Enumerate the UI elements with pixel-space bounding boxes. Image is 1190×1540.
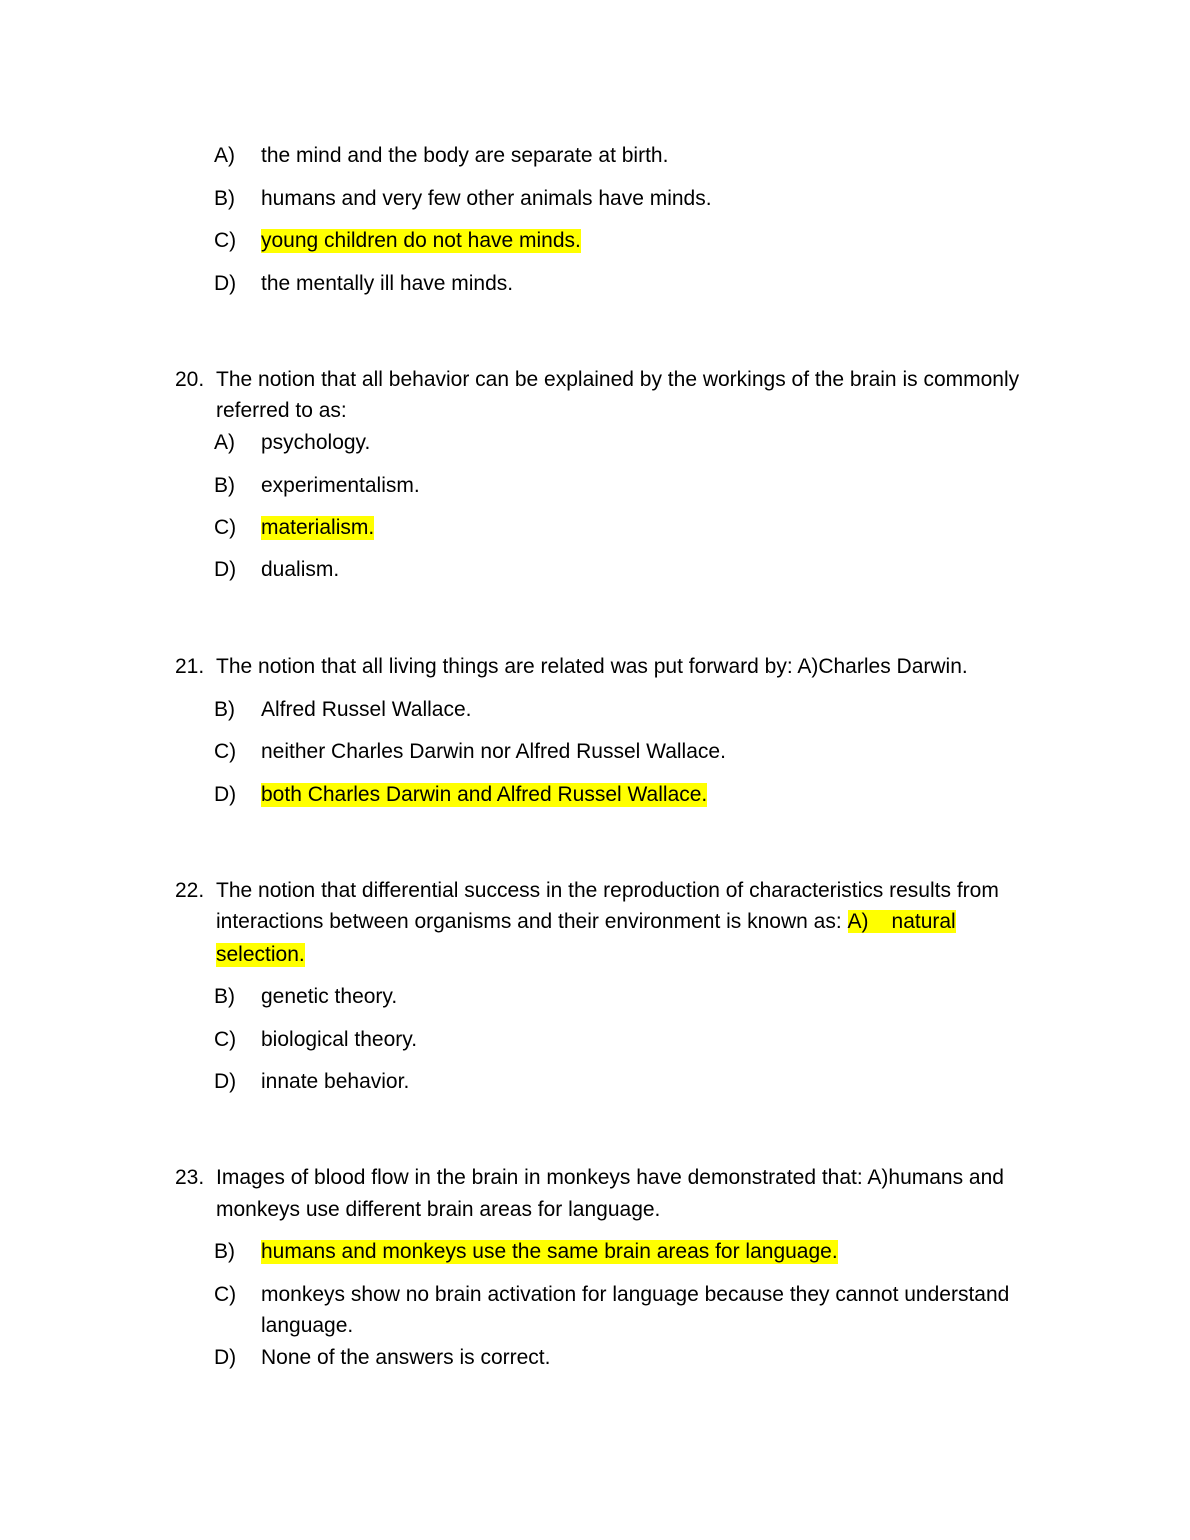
option-text: language. <box>261 1314 354 1337</box>
question-number: 20. <box>175 368 205 391</box>
inline-option-text: natural <box>891 910 956 933</box>
option-label: A) <box>214 144 235 167</box>
option-label: D) <box>214 1346 237 1369</box>
option-label: D) <box>214 1070 237 1093</box>
option-text: experimentalism. <box>261 474 420 497</box>
option-text: biological theory. <box>261 1028 418 1051</box>
option-label: B) <box>214 698 235 721</box>
option-text: innate behavior. <box>261 1070 410 1093</box>
stem-text: The notion that all living things are related was put forward by: A) <box>216 655 819 678</box>
option-label: B) <box>214 1240 235 1263</box>
option-label: C) <box>214 229 237 252</box>
option-text: humans and very few other animals have minds. <box>261 187 712 210</box>
question-number: 21. <box>175 655 205 678</box>
option-text: neither Charles Darwin nor Alfred Russel Wallace. <box>261 740 726 763</box>
option-label: C) <box>214 1283 237 1306</box>
option-label: B) <box>214 985 235 1008</box>
question-text <box>216 655 968 679</box>
inline-option-text: humans and <box>888 1166 1004 1189</box>
question-text: The notion that all behavior can be explained by the workings of the brain is commonly <box>216 368 1020 391</box>
option-text: the mind and the body are separate at birth. <box>261 144 669 167</box>
option-text: None of the answers is correct. <box>261 1346 551 1369</box>
highlighted-answer: humans and monkeys use the same brain areas for language. <box>261 1240 838 1263</box>
question-text <box>216 1166 1004 1190</box>
question-text: monkeys use different brain areas for language. <box>216 1198 661 1221</box>
question-text <box>216 910 956 934</box>
option-label: D) <box>214 558 237 581</box>
stem-text: Images of blood flow in the brain in monkeys have demonstrated that: A) <box>216 1166 889 1189</box>
inline-option-text: Charles Darwin. <box>818 655 968 678</box>
option-text: genetic theory. <box>261 985 398 1008</box>
option-text: psychology. <box>261 431 371 454</box>
option-label: C) <box>214 1028 237 1051</box>
question-text: The notion that differential success in the reproduction of characteristics results from <box>216 879 999 902</box>
option-text: dualism. <box>261 558 340 581</box>
highlighted-answer: selection. <box>216 943 305 966</box>
option-label: D) <box>214 272 237 295</box>
option-label: A) <box>214 431 235 454</box>
highlighted-answer: materialism. <box>261 516 375 539</box>
option-label: C) <box>214 740 237 763</box>
option-text: Alfred Russel Wallace. <box>261 698 472 721</box>
option-text: the mentally ill have minds. <box>261 272 514 295</box>
question-number: 22. <box>175 879 205 902</box>
option-text: monkeys show no brain activation for language because they cannot understand <box>261 1283 1010 1306</box>
inline-option-label: A) <box>847 910 869 933</box>
highlighted-answer: young children do not have minds. <box>261 229 581 252</box>
highlighted-answer <box>848 910 956 933</box>
option-label: C) <box>214 516 237 539</box>
option-label: D) <box>214 783 237 806</box>
stem-text: interactions between organisms and their environment is known as: <box>216 910 842 933</box>
option-label: B) <box>214 187 235 210</box>
option-label: B) <box>214 474 235 497</box>
question-text: referred to as: <box>216 399 347 422</box>
question-number: 23. <box>175 1166 205 1189</box>
highlighted-answer: both Charles Darwin and Alfred Russel Wallace. <box>261 783 708 806</box>
